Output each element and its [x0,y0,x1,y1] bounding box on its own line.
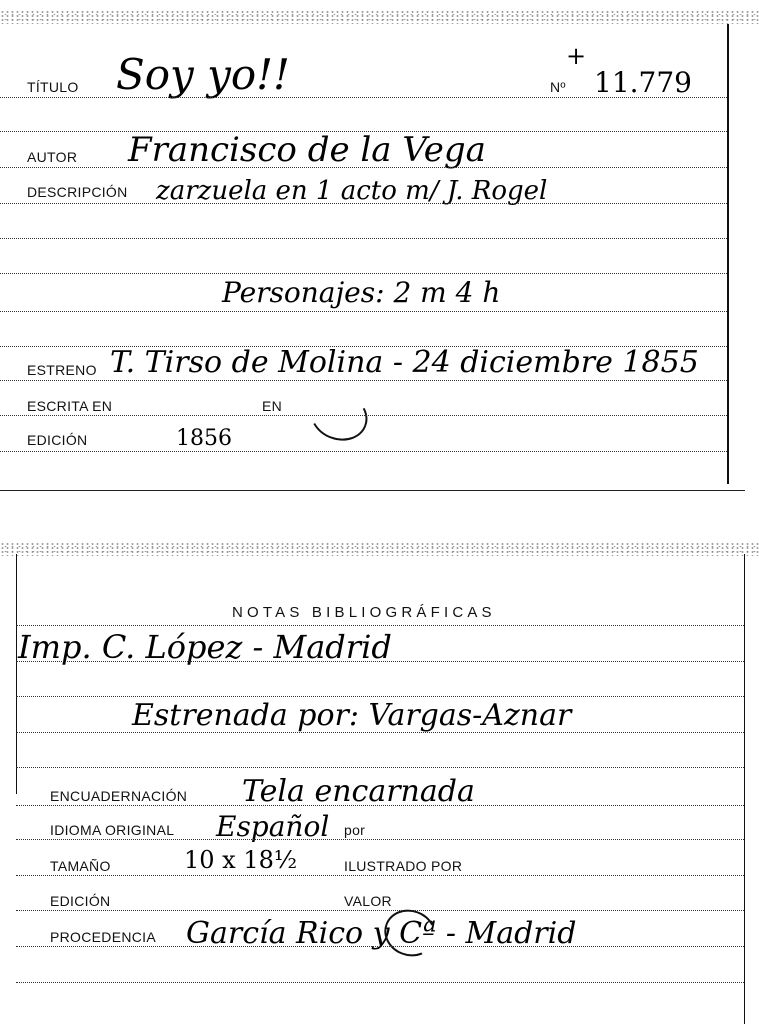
rule-9 [0,380,727,381]
ilustrado-label: ILUSTRADO POR [344,858,463,874]
card-right-edge [727,24,729,484]
card-right-edge-2 [744,554,745,1024]
idioma-value: Español [216,810,330,843]
rule-6 [0,273,727,274]
numero-label: Nº [550,79,566,95]
rule-b8 [16,875,744,876]
rule-7 [0,311,727,312]
card-top-edge [0,10,759,24]
rule-b7 [16,839,744,840]
rule-b9 [16,910,744,911]
card-bottom-edge-top [0,542,759,556]
personajes-value: Personajes: 2 m 4 h [222,276,501,309]
catalog-card-top [0,0,759,495]
notas-heading: NOTAS BIBLIOGRÁFICAS [232,604,496,621]
card-left-edge [16,554,17,794]
encuadernacion-label: ENCUADERNACIÓN [50,788,188,804]
edicion-label-1: EDICIÓN [27,432,88,448]
rule-b2 [16,661,744,662]
encuadernacion-value: Tela encarnada [242,774,475,809]
punch-hole-top [304,384,375,449]
tamano-label: TAMAÑO [50,858,111,874]
tamano-value: 10 x 18½ [184,846,298,874]
rule-b1 [16,625,744,626]
estreno-value: T. Tirso de Molina - 24 diciembre 1855 [110,345,699,380]
rule-b5 [16,767,744,768]
por-label: por [344,822,366,838]
procedencia-value: García Rico y Cª - Madrid [186,916,577,951]
rule-b6 [16,805,744,806]
estreno-label: ESTRENO [27,362,97,378]
titulo-label: TÍTULO [27,79,79,95]
rule-5 [0,238,727,239]
titulo-value: Soy yo!! [116,50,290,99]
descripcion-value: zarzuela en 1 acto m/ J. Rogel [156,176,548,206]
rule-b11 [16,982,744,983]
autor-label: AUTOR [27,149,78,165]
escrita-label: ESCRITA EN [27,398,113,414]
procedencia-label: PROCEDENCIA [50,929,156,945]
descripcion-label: DESCRIPCIÓN [27,184,128,200]
rule-3 [0,167,727,168]
rule-b3 [16,696,744,697]
edicion-label-2: EDICIÓN [50,893,111,909]
punch-hole-bottom [378,902,443,963]
catalog-card-bottom [0,530,759,1028]
rule-b10 [16,946,744,947]
rule-b4 [16,732,744,733]
edicion-value-1: 1856 [176,426,232,451]
rule-4 [0,203,727,204]
numero-value: 11.779 [594,66,692,99]
valor-label: VALOR [344,893,392,909]
rule-10 [0,415,727,416]
rule-11 [0,451,727,452]
nota-1: Imp. C. López - Madrid [18,628,392,666]
numero-mark: + [566,42,587,70]
nota-2: Estrenada por: Vargas-Aznar [132,698,572,733]
autor-value: Francisco de la Vega [128,130,486,170]
en-label: EN [262,398,283,414]
card-top-bottom-edge [0,490,745,491]
rule-1 [0,97,727,98]
idioma-label: IDIOMA ORIGINAL [50,822,175,838]
